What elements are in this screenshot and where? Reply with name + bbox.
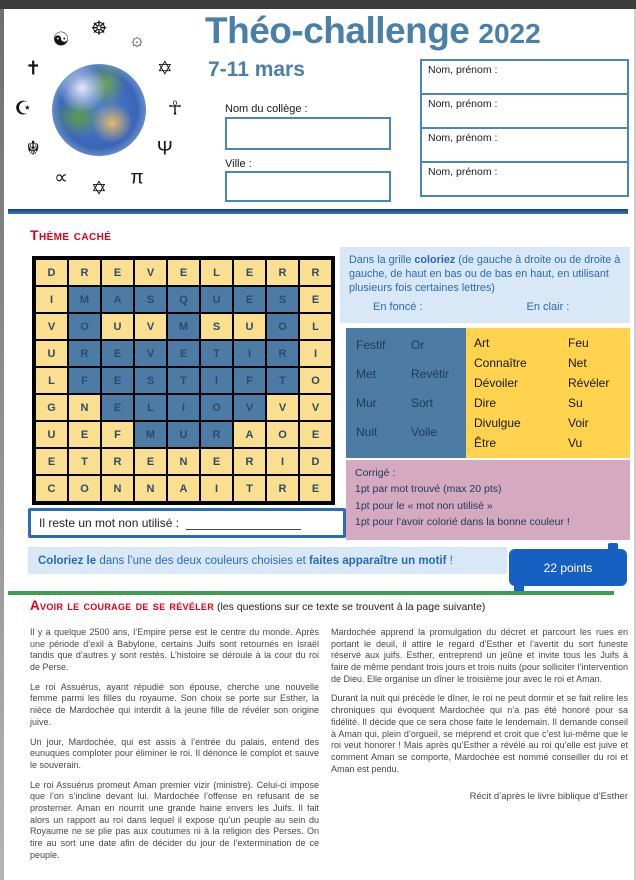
grid-cell[interactable]: E bbox=[101, 340, 134, 367]
story-paragraph: Durant la nuit qui précède le dîner, le roi ne peut dormir et se fait relire les chroniques qui évoquent Mardochée qui n’a pas été honoré pour sa fidélité. Il décide que ce sera chose faite le lendemain. Il demande conseil à Aman qui, plein d’orgueil, se méprend et croit que c’est lui-même que le roi veut honorer ! Mais après qu’Esther a révélé au roi qu’elle est juive et comment Aman se comporte, Mardochée est nommé conseiller du roi et Aman est pendu. bbox=[331, 693, 628, 774]
grid-cell[interactable]: M bbox=[167, 313, 200, 340]
ankh-icon: ☥ bbox=[167, 98, 183, 120]
grid-cell[interactable]: I bbox=[35, 286, 68, 313]
scoring-line: 1pt pour l’avoir colorié dans la bonne couleur ! bbox=[355, 515, 570, 528]
grid-cell[interactable]: T bbox=[266, 367, 299, 394]
grid-cell[interactable]: D bbox=[299, 448, 332, 475]
grid-cell[interactable]: E bbox=[200, 448, 233, 475]
instructions-post: (de gauche à droite ou de droite à gauche, de haut en bas ou de bas en haut, en utilisant plusieurs fois certaines lettres) bbox=[349, 254, 621, 295]
grid-cell[interactable]: M bbox=[134, 421, 167, 448]
student-names-block bbox=[420, 59, 629, 197]
light-words-box bbox=[466, 328, 630, 458]
grid-cell[interactable]: O bbox=[299, 367, 332, 394]
story-paragraph: Le roi Assuérus promeut Aman premier vizir (ministre). Celui-ci impose que l’on s’incline devant lui. Mardochée l’offense en refusant de se prosterner. Aman en nourrit une grande haine envers les Juifs. Il fait alors un rapport au roi dans lequel il expose qu’un peuple au sein du Royaume ne se plie pas aux coutumes ni à la religion des Perses. On tire au sort une date afin de décider du jour de l’extermination de ce peuple. bbox=[30, 779, 319, 860]
grid-cell[interactable]: T bbox=[233, 475, 266, 502]
unused-word-blank[interactable] bbox=[186, 517, 301, 530]
grid-cell[interactable]: U bbox=[35, 421, 68, 448]
grid-cell[interactable]: T bbox=[167, 367, 200, 394]
light-word: Voir bbox=[568, 416, 589, 430]
grid-cell[interactable]: L bbox=[299, 313, 332, 340]
grid-cell[interactable]: Q bbox=[167, 286, 200, 313]
grid-cell[interactable]: O bbox=[68, 313, 101, 340]
story-column-left bbox=[30, 627, 319, 869]
grid-cell[interactable]: E bbox=[134, 448, 167, 475]
dark-word: Nuit bbox=[356, 425, 378, 439]
grid-cell[interactable]: V bbox=[299, 394, 332, 421]
grid-cell[interactable]: I bbox=[233, 340, 266, 367]
dark-words-box bbox=[346, 328, 466, 458]
grid-cell[interactable]: I bbox=[266, 448, 299, 475]
light-word: Être bbox=[474, 436, 497, 450]
grid-cell[interactable]: E bbox=[101, 394, 134, 421]
grid-cell[interactable]: F bbox=[233, 367, 266, 394]
menorah-icon: Ψ bbox=[156, 138, 173, 160]
grid-cell[interactable]: E bbox=[101, 367, 134, 394]
story-heading bbox=[30, 598, 485, 613]
dark-word: Voile bbox=[411, 425, 438, 439]
grid-cell[interactable]: R bbox=[233, 448, 266, 475]
grid-cell[interactable]: R bbox=[299, 259, 332, 286]
grid-cell[interactable]: L bbox=[200, 259, 233, 286]
section-divider bbox=[8, 591, 614, 595]
world-religions-logo bbox=[10, 12, 188, 200]
title-text: Théo-challenge bbox=[205, 10, 470, 51]
grid-cell[interactable]: R bbox=[200, 421, 233, 448]
grid-cell[interactable]: U bbox=[233, 313, 266, 340]
star-of-david-icon: ✡ bbox=[156, 58, 173, 80]
theme-heading: Thème caché bbox=[30, 227, 112, 243]
grid-cell[interactable]: O bbox=[200, 394, 233, 421]
grid-cell[interactable]: O bbox=[266, 421, 299, 448]
grid-cell[interactable]: C bbox=[35, 475, 68, 502]
grid-cell[interactable]: N bbox=[68, 394, 101, 421]
grid-cell[interactable]: G bbox=[35, 394, 68, 421]
grid-cell[interactable]: V bbox=[35, 313, 68, 340]
grid-cell[interactable]: U bbox=[35, 340, 68, 367]
grid-cell[interactable]: N bbox=[134, 475, 167, 502]
grid-cell[interactable]: E bbox=[299, 475, 332, 502]
globe-icon bbox=[52, 64, 146, 156]
grid-cell[interactable]: V bbox=[233, 394, 266, 421]
grid-instructions bbox=[340, 247, 630, 323]
grid-cell[interactable]: V bbox=[134, 313, 167, 340]
unused-word-box bbox=[28, 508, 346, 538]
grid-cell[interactable]: L bbox=[35, 367, 68, 394]
dark-word: Revêtir bbox=[411, 367, 450, 381]
header-divider bbox=[8, 209, 628, 214]
rub-el-hizb-icon: ۞ bbox=[131, 29, 143, 51]
light-word: Révéler bbox=[568, 376, 610, 390]
light-word: Dire bbox=[474, 396, 497, 410]
khanda-icon: ☬ bbox=[26, 138, 40, 160]
dark-word: Or bbox=[411, 338, 425, 352]
grid-cell[interactable]: R bbox=[266, 475, 299, 502]
city-label: Ville : bbox=[225, 158, 252, 170]
city-input[interactable] bbox=[225, 171, 391, 202]
grid-cell[interactable]: E bbox=[233, 259, 266, 286]
story-paragraph: Il y a quelque 2500 ans, l’Empire perse est le centre du monde. Après une période d’exil à Babylone, certains Juifs sont retournés en Israël tandis que d’autres y sont restés. L’histoire se déroule à la cour du roi de Perse. bbox=[30, 627, 319, 673]
grid-cell[interactable]: R bbox=[101, 448, 134, 475]
dark-shade-label: En foncé : bbox=[373, 301, 423, 314]
grid-cell[interactable]: R bbox=[68, 340, 101, 367]
story-paragraph: Mardochée apprend la promulgation du décret et parcourt les rues en portant le deuil, il attire le regard d’Esther et l’avertit du sort funeste réservé aux juifs. Esther, entreprend un jeûne et invite tous les Juifs à faire de même pendant trois jours et trois nuits (pour solliciter l’intervention de Dieu. Elle organise un dîner le troisième jour avec le roi et Aman. bbox=[331, 627, 628, 684]
cross-icon: ✝ bbox=[25, 58, 42, 80]
grid-cell[interactable]: V bbox=[134, 340, 167, 367]
grid-cell[interactable]: T bbox=[200, 340, 233, 367]
story-column-right bbox=[331, 627, 628, 804]
grid-cell[interactable]: I bbox=[167, 394, 200, 421]
grid-cell[interactable]: R bbox=[266, 259, 299, 286]
grid-cell[interactable]: I bbox=[200, 475, 233, 502]
event-dates: 7-11 mars bbox=[208, 58, 305, 81]
name-input-2[interactable]: Nom, prénom : bbox=[420, 93, 629, 129]
scoring-line: 1pt pour le « mot non utilisé » bbox=[355, 499, 493, 512]
grid-cell[interactable]: D bbox=[35, 259, 68, 286]
grid-cell[interactable]: F bbox=[101, 421, 134, 448]
grid-cell[interactable]: A bbox=[233, 421, 266, 448]
name-input-3[interactable]: Nom, prénom : bbox=[420, 127, 629, 163]
page-top-border bbox=[0, 0, 636, 9]
torii-icon: π bbox=[130, 167, 144, 189]
grid-cell[interactable]: E bbox=[101, 259, 134, 286]
grid-cell[interactable]: U bbox=[167, 421, 200, 448]
scoring-box bbox=[346, 460, 630, 540]
grid-cell[interactable]: I bbox=[299, 340, 332, 367]
grid-cell[interactable]: N bbox=[167, 448, 200, 475]
shade-labels bbox=[349, 300, 621, 314]
grid-cell[interactable]: O bbox=[266, 313, 299, 340]
dharma-wheel-icon: ☸ bbox=[90, 18, 108, 40]
grid-cell[interactable]: U bbox=[200, 286, 233, 313]
grid-cell[interactable]: S bbox=[266, 286, 299, 313]
college-label: Nom du collège : bbox=[225, 103, 308, 115]
grid-cell[interactable]: T bbox=[68, 448, 101, 475]
banner-mid: dans l’une des deux couleurs choisies et bbox=[96, 554, 310, 567]
light-word: Feu bbox=[568, 336, 589, 350]
grid-cell[interactable]: E bbox=[167, 259, 200, 286]
page-left-border bbox=[0, 9, 4, 880]
dark-word: Mur bbox=[356, 396, 377, 410]
light-word: Divulgue bbox=[474, 416, 521, 430]
grid-cell[interactable]: S bbox=[134, 367, 167, 394]
unused-word-label: Il reste un mot non utilisé : bbox=[39, 516, 180, 530]
grid-cell[interactable]: E bbox=[233, 286, 266, 313]
story-credit: Récit d’après le livre biblique d’Esther bbox=[469, 791, 628, 803]
grid-cell[interactable]: F bbox=[68, 367, 101, 394]
yin-yang-icon: ☯ bbox=[52, 29, 70, 51]
instructions-bold: coloriez bbox=[414, 254, 456, 266]
grid-cell[interactable]: O bbox=[68, 475, 101, 502]
light-word: Su bbox=[568, 396, 583, 410]
points-badge: 22 points bbox=[509, 549, 627, 586]
ichthys-fish-icon: ∝ bbox=[54, 167, 68, 189]
grid-cell[interactable]: A bbox=[167, 475, 200, 502]
name-input-1[interactable]: Nom, prénom : bbox=[420, 59, 629, 95]
light-word: Vu bbox=[568, 436, 583, 450]
page-title bbox=[205, 10, 541, 52]
grid-cell[interactable]: U bbox=[101, 313, 134, 340]
instructions-pre: Dans la grille bbox=[349, 254, 415, 266]
dark-word: Met bbox=[356, 367, 377, 381]
star-of-david-icon: ✡ bbox=[91, 178, 107, 200]
title-year: 2022 bbox=[478, 18, 541, 49]
dark-word: Sort bbox=[411, 396, 434, 410]
banner-bold-2: faites apparaître un motif bbox=[309, 554, 447, 567]
light-word: Net bbox=[568, 356, 587, 370]
grid-cell[interactable]: N bbox=[101, 475, 134, 502]
banner-bold-1: Coloriez le bbox=[38, 554, 97, 567]
banner-end: ! bbox=[446, 554, 453, 567]
story-heading-note: (les questions sur ce texte se trouvent à la page suivante) bbox=[214, 601, 486, 613]
grid-cell[interactable]: R bbox=[266, 340, 299, 367]
light-word: Art bbox=[474, 336, 490, 350]
grid-cell[interactable]: M bbox=[68, 286, 101, 313]
story-paragraph: Un jour, Mardochée, qui est assis à l’entrée du palais, entend des eunuques comploter pour éliminer le roi. Il dénonce le complot et sauve le souverain. bbox=[30, 736, 319, 770]
letter-grid bbox=[32, 256, 335, 505]
grid-cell[interactable]: E bbox=[299, 421, 332, 448]
college-input[interactable] bbox=[225, 117, 391, 150]
light-word: Connaître bbox=[474, 356, 527, 370]
scoring-title: Corrigé : bbox=[355, 467, 396, 479]
grid-cell[interactable]: S bbox=[200, 313, 233, 340]
grid-cell[interactable]: I bbox=[200, 367, 233, 394]
story-heading-title: Avoir le courage de se révéler bbox=[30, 598, 215, 613]
light-word: Dévoiler bbox=[474, 376, 519, 390]
grid-cell[interactable]: V bbox=[266, 394, 299, 421]
light-shade-label: En clair : bbox=[526, 301, 570, 314]
grid-cell[interactable]: R bbox=[68, 259, 101, 286]
grid-cell[interactable]: E bbox=[299, 286, 332, 313]
scoring-line: 1pt par mot trouvé (max 20 pts) bbox=[355, 483, 502, 496]
colorize-banner bbox=[28, 547, 507, 574]
name-input-4[interactable]: Nom, prénom : bbox=[420, 161, 629, 197]
grid-cell[interactable]: S bbox=[134, 286, 167, 313]
grid-cell[interactable]: E bbox=[68, 421, 101, 448]
grid-cell[interactable]: L bbox=[134, 394, 167, 421]
grid-cell[interactable]: E bbox=[35, 448, 68, 475]
grid-cell[interactable]: A bbox=[101, 286, 134, 313]
story-paragraph: Le roi Assuérus, ayant répudié son épouse, cherche une nouvelle femme parmi les filles du royaume. Son choix se porte sur Esther, la nièce de Mardochée qui interdit à la jeune fille de révéler son origine juive. bbox=[30, 681, 319, 727]
star-and-crescent-icon: ☪ bbox=[14, 98, 32, 120]
grid-cell[interactable]: E bbox=[167, 340, 200, 367]
grid-cell[interactable]: V bbox=[134, 259, 167, 286]
dark-word: Festif bbox=[356, 338, 386, 352]
